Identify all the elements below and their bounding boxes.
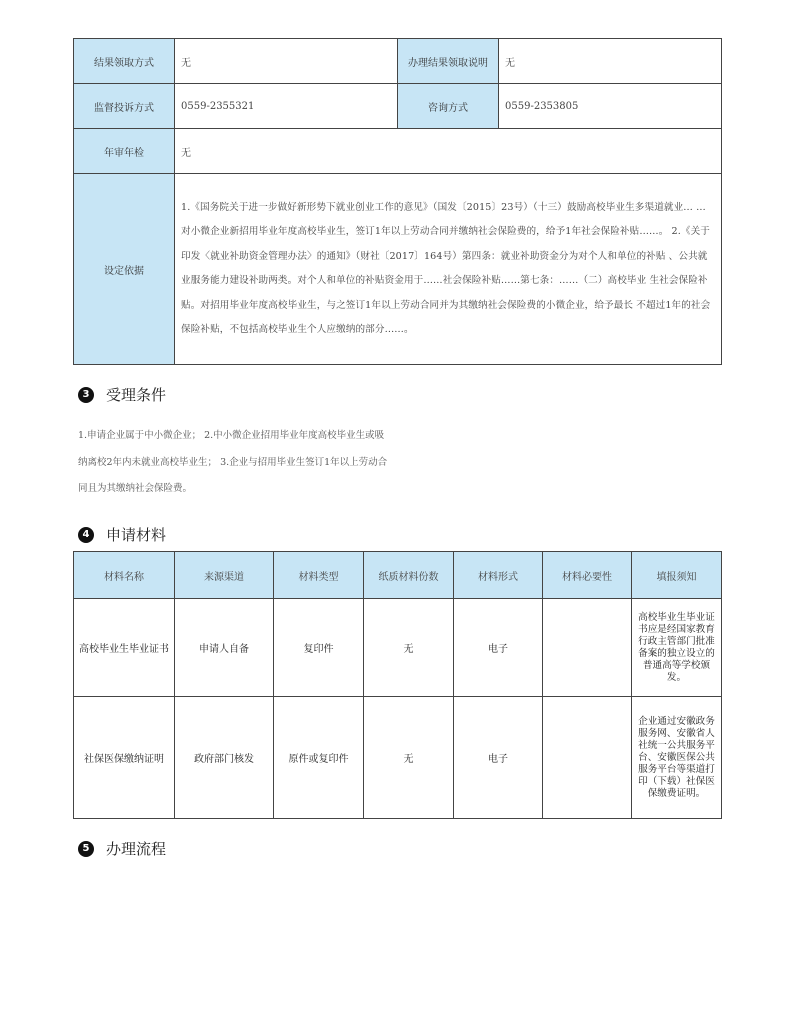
materials-header-row bbox=[74, 552, 722, 599]
materials-table bbox=[73, 551, 722, 819]
section-5-heading bbox=[78, 838, 166, 859]
complaint-value: 0559-2355321 bbox=[175, 84, 398, 129]
basis-value: 1.《国务院关于进一步做好新形势下就业创业工作的意见》（国发〔2015〕23号）（十三）鼓励高校毕业生多渠道就业… …对小微企业新招用毕业年度高校毕业生，签订1年以上劳动合同并缴纳社会保险费的，给予1年社会保险补贴……。 2.《关于印发〈就业补助资金管理办法〉的通知》（财社〔2017〕164号）第四条：就业补助资金分为对个人和单位的补贴 、公共就业服务能力建设补助两类。对个人和单位的补贴资金用于……社会保险补贴……第七条：……（二）高校毕业 生社会保险补贴。对招用毕业年度高校毕业生，与之签订1年以上劳动合同并为其缴纳社会保险费的小微企业，给予最长 不超过1年的社会保险补贴，不包括高校毕业生个人应缴纳的部分……。 bbox=[175, 174, 722, 365]
material-name: 社保医保缴纳证明 bbox=[74, 697, 175, 819]
condition-line: 纳离校2年内未就业高校毕业生； 3.企业与招用毕业生签订1年以上劳动合 bbox=[78, 456, 388, 468]
acceptance-conditions bbox=[78, 423, 478, 503]
consult-value: 0559-2353805 bbox=[499, 84, 722, 129]
material-source: 政府部门核发 bbox=[175, 697, 274, 819]
complaint-label: 监督投诉方式 bbox=[74, 84, 175, 129]
column-header: 填报须知 bbox=[632, 552, 722, 599]
consult-label: 咨询方式 bbox=[398, 84, 499, 129]
condition-line: 1.申请企业属于中小微企业； 2.中小微企业招用毕业年度高校毕业生或吸 bbox=[78, 430, 385, 441]
material-required bbox=[543, 697, 632, 819]
table-row bbox=[74, 697, 722, 819]
material-note: 高校毕业生毕业证书应是经国家教育行政主管部门批准备案的独立设立的普通高等学校颁发。 bbox=[632, 599, 722, 697]
result-method-value: 无 bbox=[175, 39, 398, 84]
material-form: 电子 bbox=[454, 697, 543, 819]
section-3-heading bbox=[78, 384, 166, 405]
column-header: 材料形式 bbox=[454, 552, 543, 599]
section-title: 受理条件 bbox=[106, 386, 167, 404]
section-title: 办理流程 bbox=[106, 840, 167, 858]
column-header: 纸质材料份数 bbox=[364, 552, 454, 599]
annual-label: 年审年检 bbox=[74, 129, 175, 174]
material-source: 申请人自备 bbox=[175, 599, 274, 697]
material-form: 电子 bbox=[454, 599, 543, 697]
column-header: 来源渠道 bbox=[175, 552, 274, 599]
section-4-heading bbox=[78, 524, 166, 545]
annual-value: 无 bbox=[175, 129, 722, 174]
section-number-badge: 5 bbox=[78, 841, 94, 857]
section-title: 申请材料 bbox=[106, 526, 167, 544]
section-number-badge: 3 bbox=[78, 387, 94, 403]
result-method-label: 结果领取方式 bbox=[74, 39, 175, 84]
column-header: 材料类型 bbox=[274, 552, 364, 599]
material-required bbox=[543, 599, 632, 697]
material-copies: 无 bbox=[364, 697, 454, 819]
result-note-value: 无 bbox=[499, 39, 722, 84]
info-table bbox=[73, 38, 722, 365]
material-copies: 无 bbox=[364, 599, 454, 697]
basis-label: 设定依据 bbox=[74, 174, 175, 365]
material-note: 企业通过安徽政务服务网、安徽省人社统一公共服务平台、安徽医保公共服务平台等渠道打印（下载）社保医保缴费证明。 bbox=[632, 697, 722, 819]
column-header: 材料名称 bbox=[74, 552, 175, 599]
result-note-label: 办理结果领取说明 bbox=[398, 39, 499, 84]
material-type: 复印件 bbox=[274, 599, 364, 697]
material-type: 原件或复印件 bbox=[274, 697, 364, 819]
column-header: 材料必要性 bbox=[543, 552, 632, 599]
condition-line: 同且为其缴纳社会保险费。 bbox=[78, 483, 193, 494]
section-number-badge: 4 bbox=[78, 527, 94, 543]
table-row bbox=[74, 599, 722, 697]
material-name: 高校毕业生毕业证书 bbox=[74, 599, 175, 697]
